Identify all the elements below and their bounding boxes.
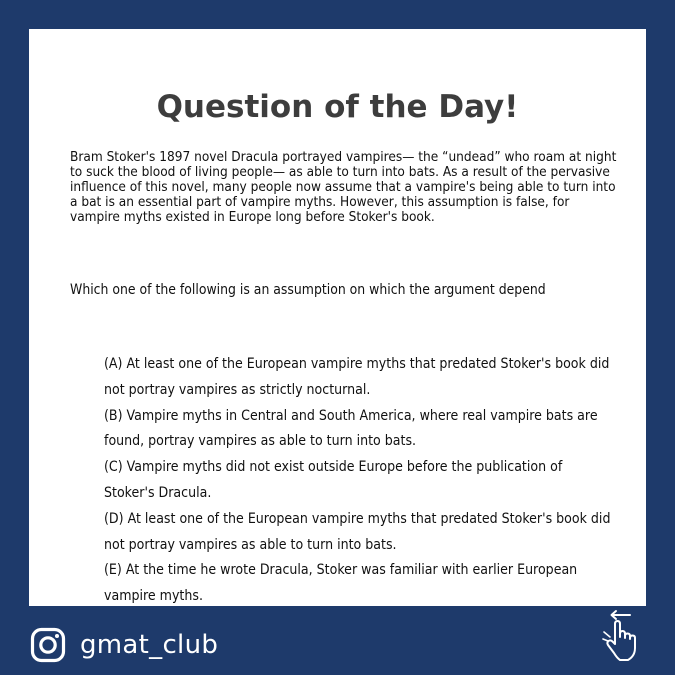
swipe-hand-icon <box>600 608 646 664</box>
question-card <box>29 29 646 606</box>
argument-passage: Bram Stoker's 1897 novel Dracula portrayed vampires— the “undead” who roam at night to suck the blood of living people— as able to turn into bats. As a result of the pervasive influence of this novel, many people now assume that a vampire's being able to turn into a bat is an essential part of vampire myths. However, this assumption is false, for vampire myths existed in Europe long before Stoker's book. <box>70 149 617 225</box>
card-title: Question of the Day! <box>156 89 519 125</box>
instagram-icon <box>30 627 66 663</box>
answer-options <box>104 352 616 610</box>
question-stem: Which one of the following is an assumption on which the argument depend <box>70 282 546 298</box>
answer-option-e: (E) At the time he wrote Dracula, Stoker was familiar with earlier European vampire myths. <box>104 562 578 605</box>
answer-option-b: (B) Vampire myths in Central and South America, where real vampire bats are found, portray vampires as able to turn into bats. <box>104 407 598 450</box>
answer-option-c: (C) Vampire myths did not exist outside Europe before the publication of Stoker's Dracula. <box>104 459 563 501</box>
social-handle[interactable]: gmat_club <box>80 630 219 660</box>
answer-option-d: (D) At least one of the European vampire myths that predated Stoker's book did not portray vampires as able to turn into bats. <box>104 510 611 553</box>
answer-option-a: (A) At least one of the European vampire myths that predated Stoker's book did not portray vampires as strictly nocturnal. <box>104 356 610 398</box>
